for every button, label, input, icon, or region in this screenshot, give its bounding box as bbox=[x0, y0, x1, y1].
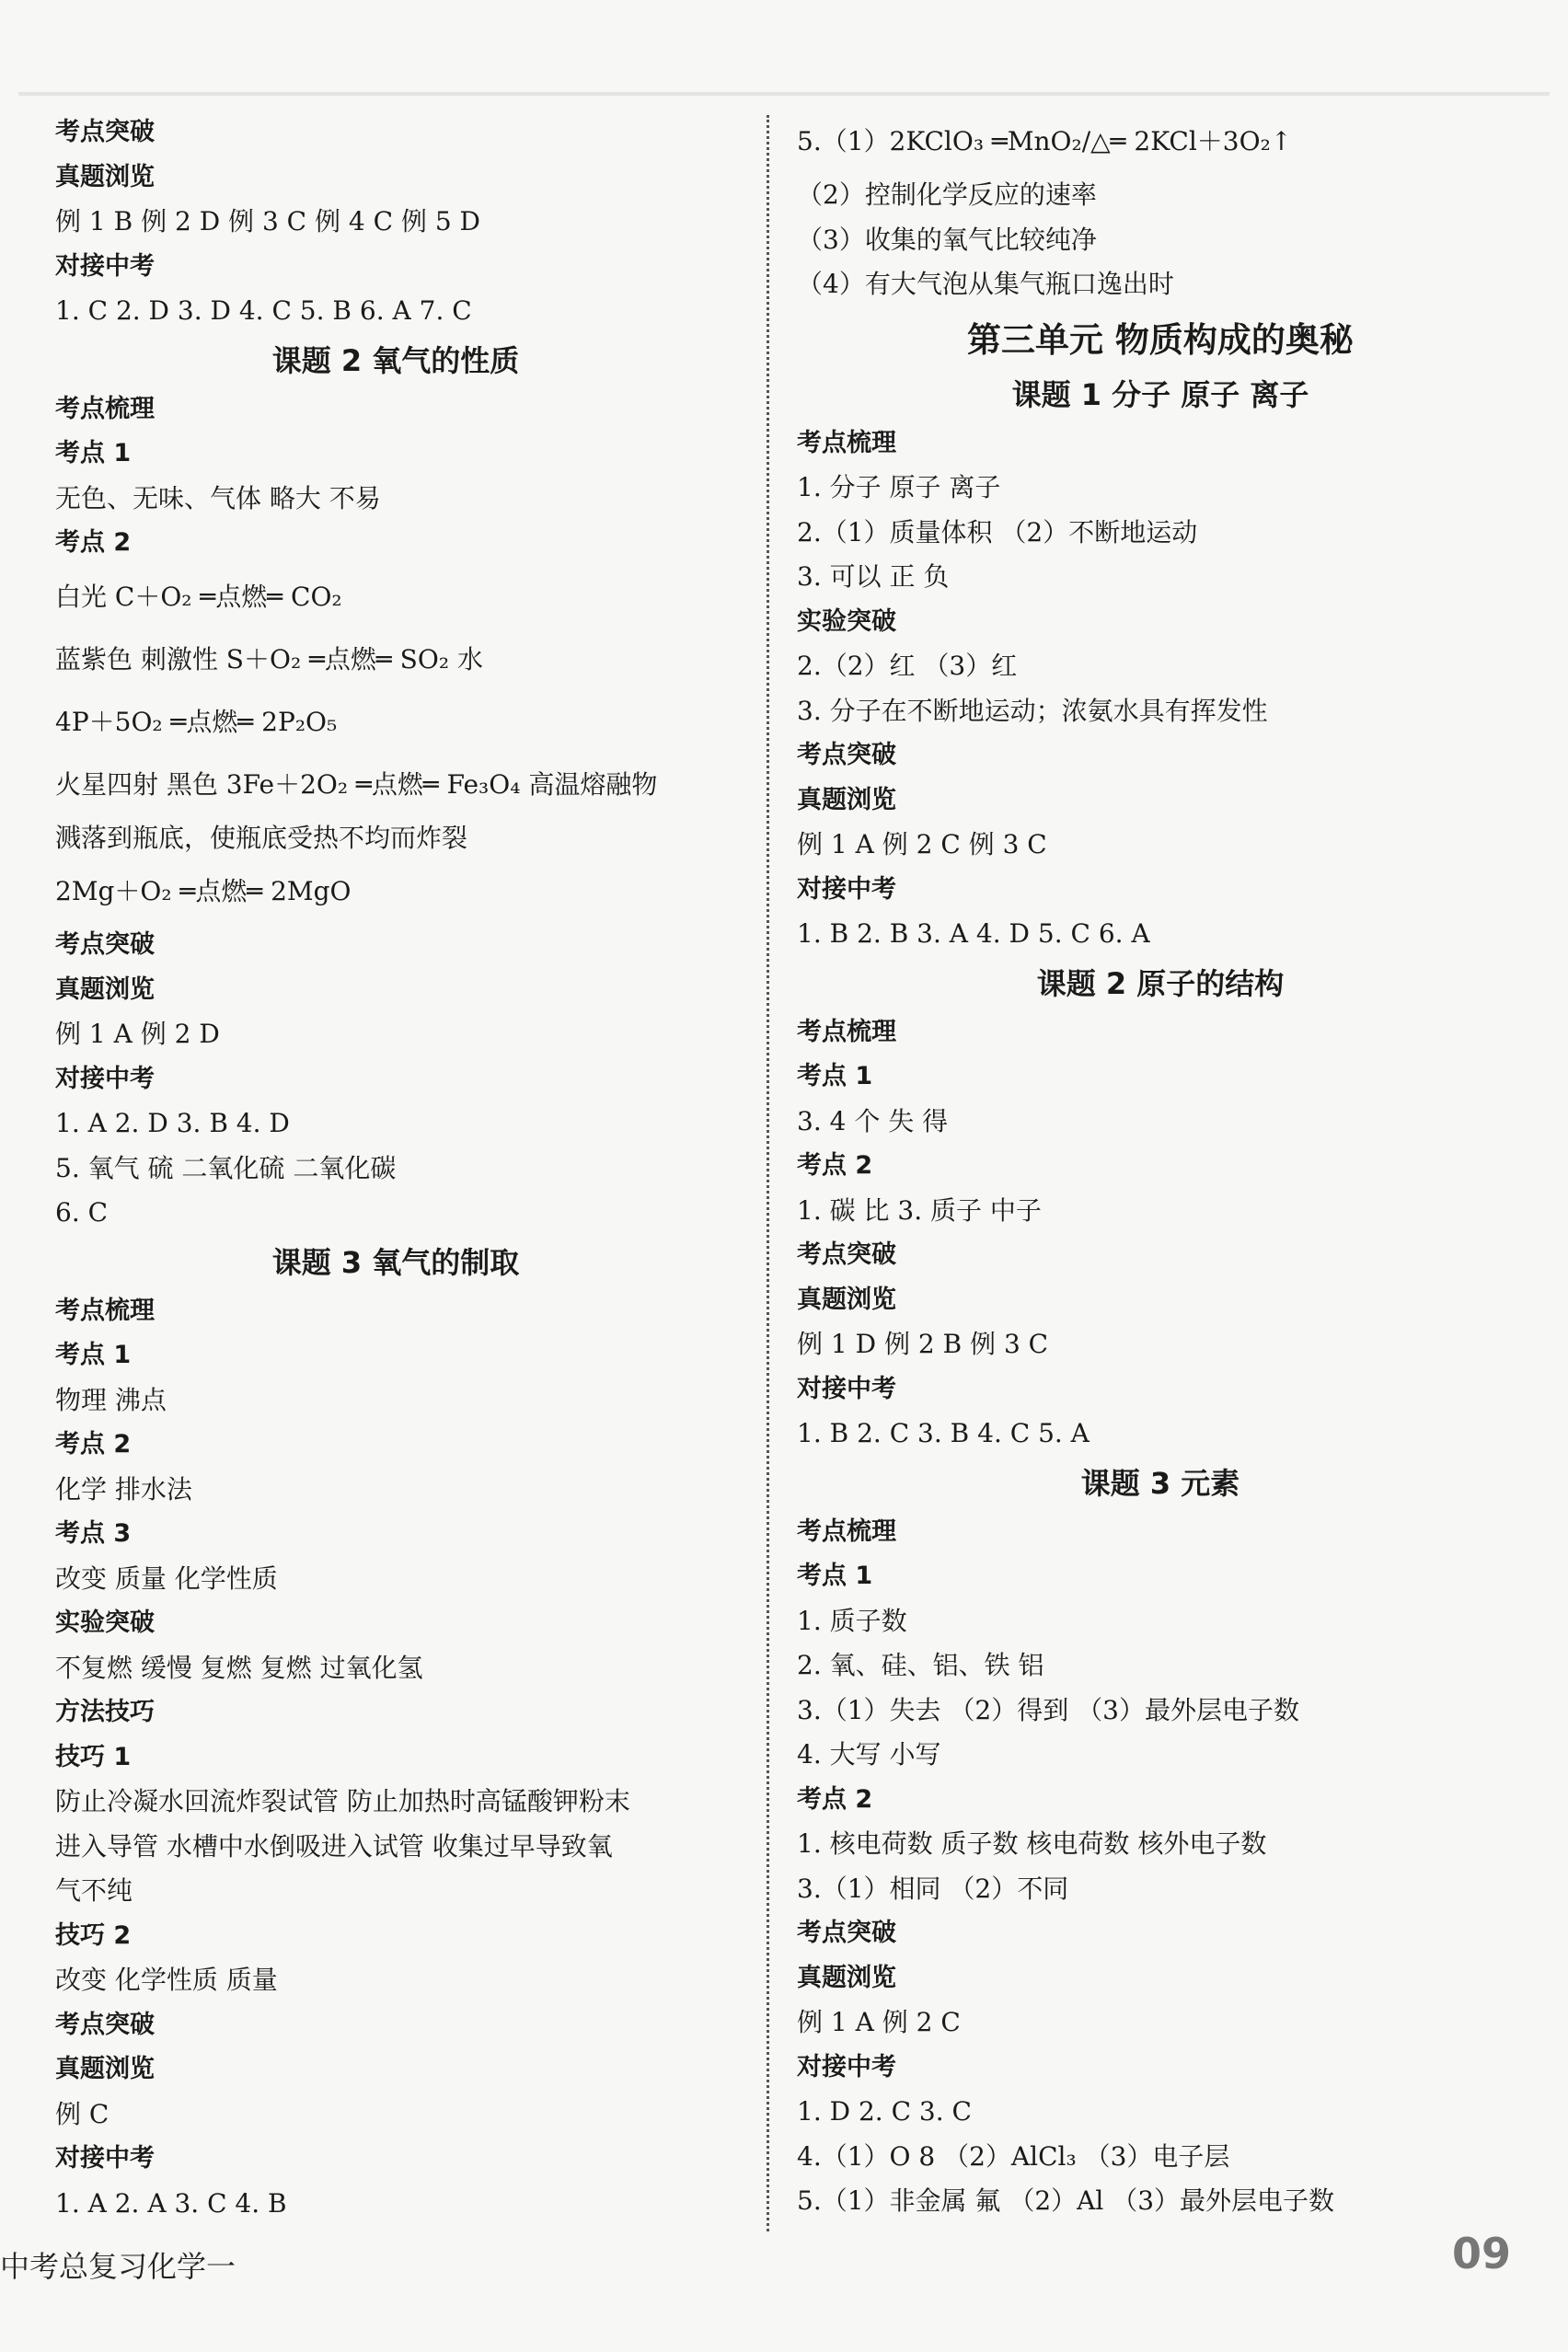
left-answer-line: 进入导管 水槽中水倒吸进入试管 收集过早导致氧 bbox=[55, 1830, 613, 1862]
right-section-heading: 真题浏览 bbox=[797, 1285, 896, 1314]
left-section-heading: 考点 1 bbox=[55, 439, 132, 467]
right-answer-line: 1. B 2. C 3. B 4. C 5. A bbox=[797, 1418, 1090, 1448]
left-section-heading: 考点梳理 bbox=[55, 394, 155, 423]
right-section-heading: 考点突破 bbox=[797, 741, 896, 769]
right-section-heading: 考点 2 bbox=[797, 1151, 873, 1180]
book-title: 中考总复习化学一 bbox=[0, 2249, 236, 2284]
column-divider bbox=[767, 115, 769, 2231]
right-answer-line: 1. 分子 原子 离子 bbox=[797, 472, 1001, 502]
right-equation-line: 5.（1）2KClO₃ ═MnO₂/△═ 2KCl＋3O₂↑ bbox=[797, 126, 1293, 156]
right-section-heading: 真题浏览 bbox=[797, 1963, 896, 1992]
left-equation-line: 2Mg＋O₂ ═点燃═ 2MgO bbox=[55, 876, 352, 906]
left-section-heading: 对接中考 bbox=[55, 1064, 155, 1093]
right-answer-line: 1. 碳 比 3. 质子 中子 bbox=[797, 1194, 1042, 1226]
right-answer-line: 例 1 D 例 2 B 例 3 C bbox=[797, 1329, 1049, 1359]
left-section-heading: 考点梳理 bbox=[55, 1296, 155, 1325]
right-lesson-title: 课题 3 元素 bbox=[1080, 1465, 1240, 1501]
right-lesson-title: 课题 1 分子 原子 离子 bbox=[1011, 376, 1309, 412]
left-column bbox=[55, 110, 736, 2226]
right-section-heading: 实验突破 bbox=[797, 606, 896, 636]
right-answer-line: 1. 核电荷数 质子数 核电荷数 核外电子数 bbox=[797, 1828, 1267, 1859]
right-answer-line: （3）收集的氧气比较纯净 bbox=[797, 224, 1097, 255]
left-answer-line: 防止冷凝水回流炸裂试管 防止加热时高锰酸钾粉末 bbox=[55, 1786, 630, 1816]
right-section-heading: 考点梳理 bbox=[797, 1516, 896, 1546]
right-answer-line: 例 1 A 例 2 C bbox=[797, 2007, 961, 2037]
left-answer-line: 1. A 2. A 3. C 4. B bbox=[55, 2187, 287, 2219]
left-answer-line: 改变 化学性质 质量 bbox=[55, 1965, 278, 1995]
right-section-heading: 考点 1 bbox=[797, 1562, 873, 1590]
left-section-heading: 技巧 1 bbox=[55, 1742, 132, 1771]
left-section-heading: 考点突破 bbox=[55, 118, 155, 146]
left-section-heading: 对接中考 bbox=[55, 2144, 155, 2173]
right-answer-line: 例 1 A 例 2 C 例 3 C bbox=[797, 829, 1047, 859]
left-section-heading: 考点 2 bbox=[55, 528, 132, 557]
right-answer-line: 1. D 2. C 3. C bbox=[797, 2096, 972, 2127]
left-section-heading: 方法技巧 bbox=[55, 1698, 155, 1726]
right-answer-line: （2）控制化学反应的速率 bbox=[797, 179, 1097, 210]
left-answer-line: 无色、无味、气体 略大 不易 bbox=[55, 482, 381, 513]
left-answer-line: 化学 排水法 bbox=[55, 1473, 192, 1505]
right-answer-line: 2. 氧、硅、铝、铁 铝 bbox=[797, 1650, 1044, 1680]
right-answer-line: 1. B 2. B 3. A 4. D 5. C 6. A bbox=[797, 918, 1150, 949]
left-equation-line: 4P＋5O₂ ═点燃═ 2P₂O₅ bbox=[55, 706, 338, 737]
right-answer-line: 3.（1）相同 （2）不同 bbox=[797, 1873, 1069, 1904]
left-answer-line: 物理 沸点 bbox=[55, 1384, 167, 1415]
right-section-heading: 考点突破 bbox=[797, 1919, 896, 1947]
right-answer-line: 4.（1）O 8 （2）AlCl₃ （3）电子层 bbox=[797, 2140, 1230, 2172]
left-answer-line: 气不纯 bbox=[55, 1875, 133, 1906]
left-equation-line: 白光 C＋O₂ ═点燃═ CO₂ bbox=[55, 581, 342, 612]
right-answer-line: （4）有大气泡从集气瓶口逸出时 bbox=[797, 269, 1174, 299]
right-answer-line: 1. 质子数 bbox=[797, 1605, 907, 1636]
left-section-heading: 考点 1 bbox=[55, 1341, 132, 1369]
right-section-heading: 考点突破 bbox=[797, 1240, 896, 1269]
right-section-heading: 考点 2 bbox=[797, 1784, 873, 1814]
left-lesson-title: 课题 3 氧气的制取 bbox=[271, 1244, 520, 1280]
right-unit-title: 第三单元 物质构成的奥秘 bbox=[967, 319, 1354, 360]
right-answer-line: 5.（1）非金属 氟 （2）Al （3）最外层电子数 bbox=[797, 2185, 1335, 2216]
right-answer-line: 2.（2）红 （3）红 bbox=[797, 651, 1018, 681]
left-section-heading: 考点突破 bbox=[55, 2010, 155, 2039]
left-section-heading: 实验突破 bbox=[55, 1608, 155, 1637]
right-section-heading: 对接中考 bbox=[797, 1374, 896, 1403]
page-number: 09 bbox=[1451, 2229, 1511, 2278]
left-lesson-title: 课题 2 氧气的性质 bbox=[271, 342, 520, 378]
right-section-heading: 考点 1 bbox=[797, 1062, 873, 1090]
right-answer-line: 4. 大写 小写 bbox=[797, 1739, 941, 1770]
left-answer-line: 5. 氧气 硫 二氧化硫 二氧化碳 bbox=[55, 1152, 397, 1183]
right-section-heading: 对接中考 bbox=[797, 2052, 896, 2081]
right-section-heading: 真题浏览 bbox=[797, 785, 896, 814]
left-answer-line: 改变 质量 化学性质 bbox=[55, 1562, 278, 1594]
left-answer-line: 1. C 2. D 3. D 4. C 5. B 6. A 7. C bbox=[55, 295, 472, 326]
left-answer-line: 例 1 B 例 2 D 例 3 C 例 4 C 例 5 D bbox=[55, 206, 481, 236]
left-section-heading: 考点 3 bbox=[55, 1519, 132, 1548]
left-section-heading: 技巧 2 bbox=[55, 1920, 132, 1950]
left-section-heading: 真题浏览 bbox=[55, 2055, 155, 2083]
left-section-heading: 考点 2 bbox=[55, 1430, 132, 1458]
right-section-heading: 考点梳理 bbox=[797, 1017, 896, 1046]
left-section-heading: 真题浏览 bbox=[55, 162, 155, 191]
left-answer-line: 溅落到瓶底，使瓶底受热不均而炸裂 bbox=[55, 822, 468, 853]
top-rule bbox=[18, 92, 1550, 96]
left-answer-line: 例 C bbox=[55, 2098, 110, 2129]
left-section-heading: 考点突破 bbox=[55, 930, 155, 959]
right-answer-line: 3. 4 个 失 得 bbox=[797, 1105, 949, 1136]
right-answer-line: 2.（1）质量体积 （2）不断地运动 bbox=[797, 516, 1198, 548]
right-answer-line: 3.（1）失去 （2）得到 （3）最外层电子数 bbox=[797, 1694, 1299, 1725]
right-section-heading: 对接中考 bbox=[797, 874, 896, 904]
left-answer-line: 1. A 2. D 3. B 4. D bbox=[55, 1108, 290, 1138]
left-equation-line: 蓝紫色 刺激性 S＋O₂ ═点燃═ SO₂ 水 bbox=[55, 643, 483, 674]
right-answer-line: 3. 可以 正 负 bbox=[797, 561, 950, 592]
left-section-heading: 真题浏览 bbox=[55, 974, 155, 1004]
right-answer-line: 3. 分子在不断地运动；浓氨水具有挥发性 bbox=[797, 695, 1268, 726]
right-lesson-title: 课题 2 原子的结构 bbox=[1036, 965, 1285, 1001]
left-answer-line: 例 1 A 例 2 D bbox=[55, 1019, 220, 1049]
right-column bbox=[797, 110, 1524, 2224]
left-section-heading: 对接中考 bbox=[55, 251, 155, 281]
left-equation-line: 火星四射 黑色 3Fe＋2O₂ ═点燃═ Fe₃O₄ 高温熔融物 bbox=[55, 768, 658, 800]
left-answer-line: 不复燃 缓慢 复燃 复燃 过氧化氢 bbox=[55, 1652, 423, 1683]
left-answer-line: 6. C bbox=[55, 1197, 109, 1228]
right-section-heading: 考点梳理 bbox=[797, 428, 896, 457]
